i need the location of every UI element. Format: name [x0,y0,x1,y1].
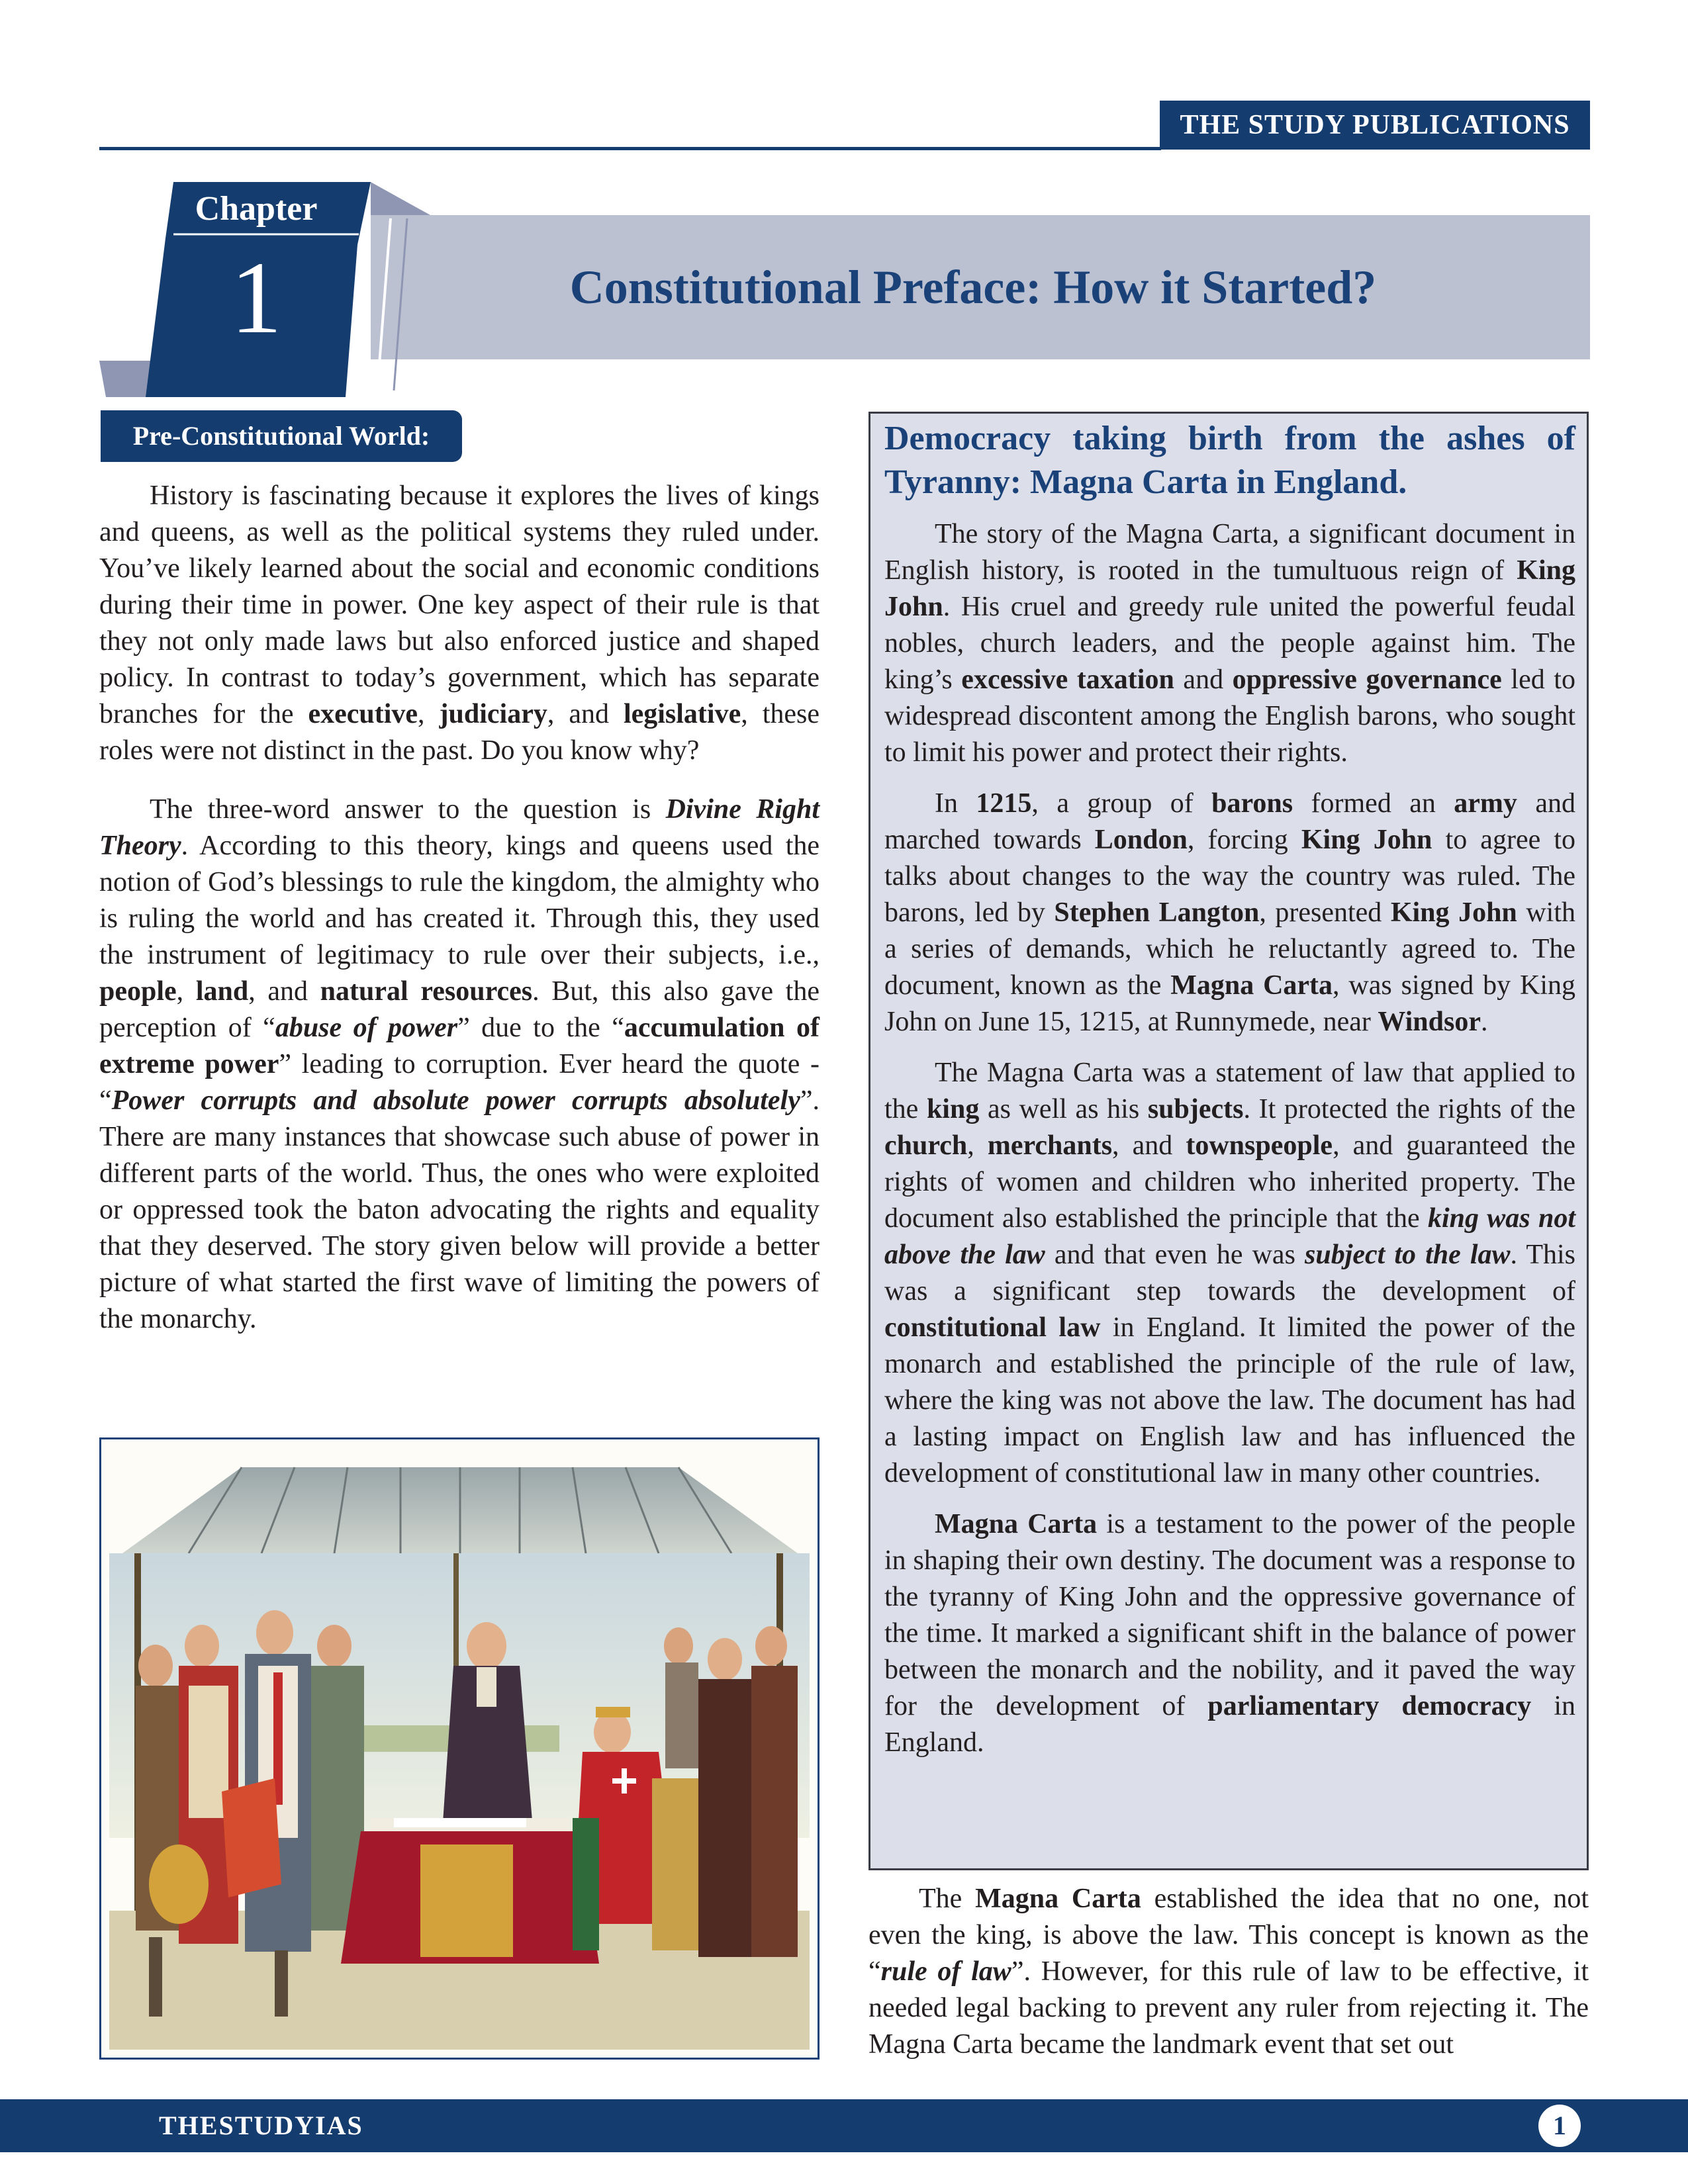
paragraph [99,478,820,769]
chapter-label: Chapter [195,190,318,228]
footer-brand: THESTUDYIAS [159,2111,363,2140]
emphasis-run: natural resources [320,976,533,1007]
text-run: as well as his [979,1094,1148,1124]
text-run: to agree to talks about changes to the way the country was ruled. The barons, led by [884,825,1575,928]
emphasis-run: accumulation of extreme power [99,1013,820,1079]
emphasis-run: King John [1301,825,1432,855]
text-run: , forcing [1187,825,1301,855]
emphasis-run: abuse of power [275,1013,458,1043]
text-run: and that even he was [1045,1240,1305,1270]
text-run: The three-word answer to the question is [150,794,666,825]
text-run: , and guaranteed the rights of women and children who inherited property. The document also established the principle that the [884,1130,1575,1234]
text-run: . But, this also gave the perception of “ [99,976,820,1043]
emphasis-run: king [926,1094,980,1124]
emphasis-run: army [1454,788,1517,819]
left-column-text [99,478,820,1338]
emphasis-run: Power corrupts and absolute power corrupts absolutely [111,1085,800,1116]
text-run: ” due to the “ [457,1013,624,1043]
emphasis-run: rule of law [880,1956,1011,1987]
page-number: 1 [1538,2105,1581,2147]
emphasis-run: barons [1211,788,1293,819]
emphasis-run: church [884,1130,968,1161]
text-run: In [935,788,976,819]
text-run: The story of the Magna Carta, a significant document in English history, is rooted in the tumultuous reign of [884,519,1575,586]
emphasis-run: subject to the law [1304,1240,1511,1270]
signing-of-magna-carta-illustration [109,1447,810,2050]
text-run: , and [248,976,320,1007]
emphasis-run: Magna Carta [975,1884,1141,1914]
paragraph [99,792,820,1338]
text-run: . [1481,1007,1488,1037]
text-run: ”. There are many instances that showcase such abuse of power in different parts of the world. Thus, the ones who were exploited or oppressed took the baton advocating the rights and equality that they deserved. The story given below will provide a better picture of what started the first wave of limiting the powers of the monarchy. [99,1085,820,1334]
emphasis-run: excessive taxation [961,664,1174,695]
paragraph [884,516,1575,771]
emphasis-run: oppressive governance [1232,664,1502,695]
paragraph [884,1506,1575,1761]
emphasis-run: parliamentary democracy [1207,1691,1532,1721]
text-run: established the idea that no one, not even the king, is above the law. This concept is known as the “ [868,1884,1589,1987]
magna-carta-illustration-frame [99,1437,820,2060]
continuation-text [868,1881,1589,2063]
text-run: The Magna Carta was a statement of law that applied to the [884,1058,1575,1124]
chapter-number: 1 [230,240,282,355]
text-run: is a testament to the power of the people in shaping their own destiny. The document was a response to the tyranny of King John and the oppressive governance of the time. It marked a significant shift in the balance of power between the monarch and the nobility, and it paved the way for the development of [884,1509,1575,1721]
emphasis-run: London [1094,825,1188,855]
text-run: in England. It limited the power of the monarch and established the principle of the rule of law, where the king was not above the law. The document has had a lasting impact on English law and has influenced the development of constitutional law in many other countries. [884,1312,1576,1488]
text-run: , and [1112,1130,1186,1161]
text-run: . This was a significant step towards the development of [884,1240,1575,1306]
text-run: formed an [1293,788,1454,819]
emphasis-run: townspeople [1186,1130,1333,1161]
text-run: ” leading to corruption. Ever heard the quote - “ [99,1049,820,1116]
text-run: The [919,1884,976,1914]
publisher-tag: THE STUDY PUBLICATIONS [1160,101,1590,150]
emphasis-run: people [99,976,177,1007]
text-run: , presented [1259,897,1391,928]
emphasis-run: land [195,976,249,1007]
text-run: , a group of [1031,788,1212,819]
emphasis-run: Stephen Langton [1054,897,1260,928]
text-run: . It protected the rights of the [1243,1094,1576,1124]
text-run: . His cruel and greedy rule united the powerful feudal nobles, church leaders, and the people against him. The king’s [884,592,1575,695]
emphasis-run: judiciary [439,699,547,729]
header-rule [99,147,1161,150]
text-run: with a series of demands, which he reluctantly agreed to. The document, known as the [884,897,1575,1001]
panel-text [884,516,1575,1761]
text-run: , [967,1130,988,1161]
text-run: , was signed by King John on June 15, 1215, at Runnymede, near [884,970,1575,1037]
text-run: and [1174,664,1233,695]
text-run: ”. However, for this rule of law to be effective, it needed legal backing to prevent any ruler from rejecting it. The Magna Carta became the landmark event that set out [868,1956,1589,2060]
text-run: , [418,699,440,729]
emphasis-run: subjects [1147,1094,1244,1124]
paragraph [868,1881,1589,2063]
emphasis-run: Magna Carta [1170,970,1333,1001]
emphasis-run: Magna Carta [935,1509,1098,1539]
paragraph [884,1055,1575,1492]
emphasis-run: King John [1390,897,1517,928]
text-run: . According to this theory, kings and queens used the notion of God’s blessings to rule the kingdom, the almighty who is ruling the world and has created it. Through this, they used the instrument of legitimacy to rule over their subjects, i.e., [99,831,820,970]
emphasis-run: Windsor [1378,1007,1481,1037]
section-heading: Pre-Constitutional World: [101,410,462,462]
emphasis-run: merchants [987,1130,1113,1161]
panel-title: Democracy taking birth from the ashes of Tyranny: Magna Carta in England. [884,420,1575,501]
emphasis-run: 1215 [976,788,1032,819]
emphasis-run: Divine Right Theory [99,794,820,861]
emphasis-run: king was not above the law [884,1203,1575,1270]
chapter-title: Constitutional Preface: How it Started? [569,261,1377,314]
text-run: , these roles were not distinct in the past. Do you know why? [99,699,820,766]
emphasis-run: constitutional law [884,1312,1101,1343]
paragraph [884,786,1575,1040]
text-run: and marched towards [884,788,1575,855]
emphasis-run: legislative [623,699,741,729]
text-run: , [176,976,196,1007]
text-run: History is fascinating because it explores the lives of kings and queens, as well as the political systems they ruled under. You’ve likely learned about the social and economic conditions during their time in power. One key aspect of their rule is that they not only made laws but also enforced justice and shaped policy. In contrast to today’s government, which has separate branches for the [99,480,820,729]
emphasis-run: King John [884,555,1575,622]
text-run: , and [547,699,624,729]
emphasis-run: executive [308,699,418,729]
text-run: in England. [884,1691,1575,1758]
text-run: led to widespread discontent among the English barons, who sought to limit his power and protect their rights. [884,664,1575,768]
